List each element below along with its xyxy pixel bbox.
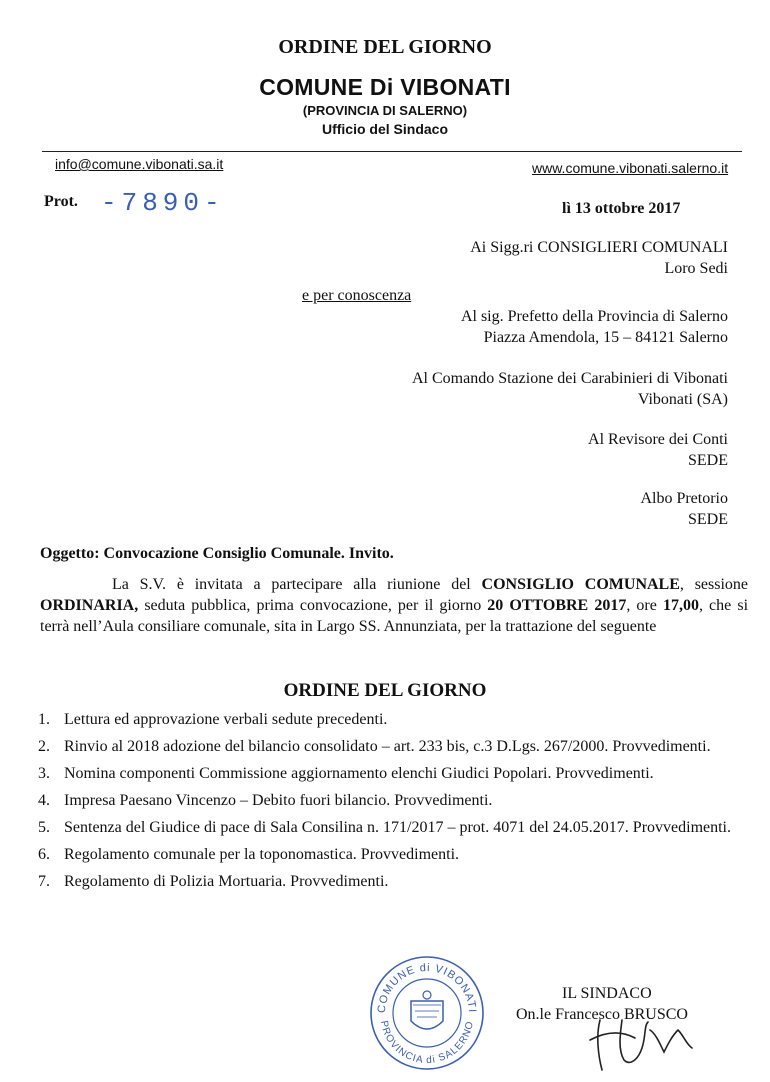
body-text: , sessione: [679, 576, 749, 593]
body-bold: CONSIGLIO COMUNALE: [481, 576, 680, 593]
mayor-title: IL SINDACO: [562, 985, 652, 1002]
agenda-item: [38, 872, 750, 891]
subject-label: Oggetto: [40, 545, 95, 562]
svg-text:PROVINCIA di SALERNO: [378, 1020, 476, 1066]
agenda-item-number: 3.: [38, 765, 50, 782]
recipient-line: Albo Pretorio: [640, 490, 728, 507]
subject-text: Convocazione Consiglio Comunale. Invito.: [103, 545, 394, 562]
document-date-text: lì 13 ottobre 2017: [562, 200, 681, 217]
agenda-item-text: Regolamento di Polizia Mortuaria. Provvedimenti.: [64, 873, 389, 890]
body-text: La S.V. è invitata a partecipare alla riunione del: [112, 576, 482, 593]
body-bold: 17,00: [662, 597, 699, 614]
body-bold: 20 OTTOBRE 2017: [487, 597, 627, 614]
agenda-item-number: 7.: [38, 873, 50, 890]
recipient-line: Al Revisore dei Conti: [588, 431, 728, 448]
provincia-label: (PROVINCIA DI SALERNO): [302, 103, 468, 118]
body-text: , che si terrà nell’Aula consiliare comunale, sita in Largo SS. Annunziata, per la trattazione del seguente: [40, 597, 749, 635]
agenda-item: [38, 791, 750, 810]
recipient-line: SEDE: [688, 511, 728, 528]
protocol-number-stamp: -7890-: [101, 188, 225, 218]
recipient-line: Piazza Amendola, 15 – 84121 Salerno: [483, 329, 728, 346]
agenda-title: ORDINE DEL GIORNO: [283, 680, 487, 701]
handwritten-signature: [560, 1000, 740, 1080]
document-title: ORDINE DEL GIORNO: [278, 36, 492, 58]
body-bold: ORDINARIA,: [40, 597, 139, 614]
body-text: , ore: [626, 597, 663, 614]
agenda-item-text: Sentenza del Giudice di pace di Sala Consilina n. 171/2017 – prot. 4071 del 24.05.2017. Provvedimenti.: [64, 819, 731, 836]
recipient-prefetto: [461, 306, 728, 348]
agenda-item-number: 4.: [38, 792, 50, 809]
agenda-list: [38, 710, 750, 899]
recipient-carabinieri: [412, 368, 728, 410]
agenda-item: [38, 710, 750, 729]
body-text: seduta pubblica, prima convocazione, per il giorno: [138, 597, 488, 614]
invitation-paragraph: [40, 574, 748, 637]
agenda-item: [38, 764, 750, 783]
agenda-item-number: 5.: [38, 819, 50, 836]
recipient-line: Al Comando Stazione dei Carabinieri di Vibonati: [411, 370, 728, 387]
comune-name: COMUNE Di VIBONATI: [259, 74, 511, 100]
cc-label: e per conoscenza: [302, 287, 412, 304]
recipient-line: Ai Sigg.ri CONSIGLIERI COMUNALI: [470, 239, 728, 256]
agenda-item-text: Impresa Paesano Vincenzo – Debito fuori bilancio. Provvedimenti.: [64, 792, 493, 809]
header-divider: [42, 151, 742, 152]
protocol-label: Prot.: [44, 193, 78, 210]
agenda-item-number: 6.: [38, 846, 50, 863]
agenda-item: [38, 737, 750, 756]
recipient-line: Loro Sedi: [664, 260, 728, 277]
website-link[interactable]: www.comune.vibonati.salerno.it: [532, 160, 729, 176]
agenda-item-text: Nomina componenti Commissione aggiornamento elenchi Giudici Popolari. Provvedimenti.: [64, 765, 654, 782]
recipient-albo: [640, 488, 728, 530]
recipient-line: Vibonati (SA): [637, 391, 728, 408]
seal-text-top: COMUNE di VIBONATI: [375, 961, 479, 1014]
comune-seal-stamp: [367, 953, 487, 1073]
recipient-consiglieri: [470, 237, 728, 279]
mayor-name: On.le Francesco BRUSCO: [516, 1006, 688, 1023]
agenda-item-number: 1.: [38, 711, 50, 728]
ufficio-label: Ufficio del Sindaco: [321, 121, 448, 137]
document-date: [562, 200, 680, 218]
recipient-line: SEDE: [688, 452, 728, 469]
recipient-revisore: [588, 429, 728, 471]
subject-line: Oggetto: Convocazione Consiglio Comunale. Invito.: [40, 545, 394, 562]
agenda-item-text: Rinvio al 2018 adozione del bilancio consolidato – art. 233 bis, c.3 D.Lgs. 267/2000. Provvedimenti.: [64, 738, 711, 755]
agenda-item-text: Lettura ed approvazione verbali sedute precedenti.: [64, 711, 388, 728]
recipient-line: Al sig. Prefetto della Provincia di Salerno: [460, 308, 728, 325]
agenda-item: [38, 845, 750, 864]
seal-text-bottom: PROVINCIA di SALERNO: [378, 1019, 476, 1067]
agenda-item-number: 2.: [38, 738, 50, 755]
email-link[interactable]: info@comune.vibonati.sa.it: [55, 156, 224, 172]
agenda-item-text: Regolamento comunale per la toponomastica. Provvedimenti.: [64, 846, 460, 863]
agenda-item: [38, 818, 750, 837]
